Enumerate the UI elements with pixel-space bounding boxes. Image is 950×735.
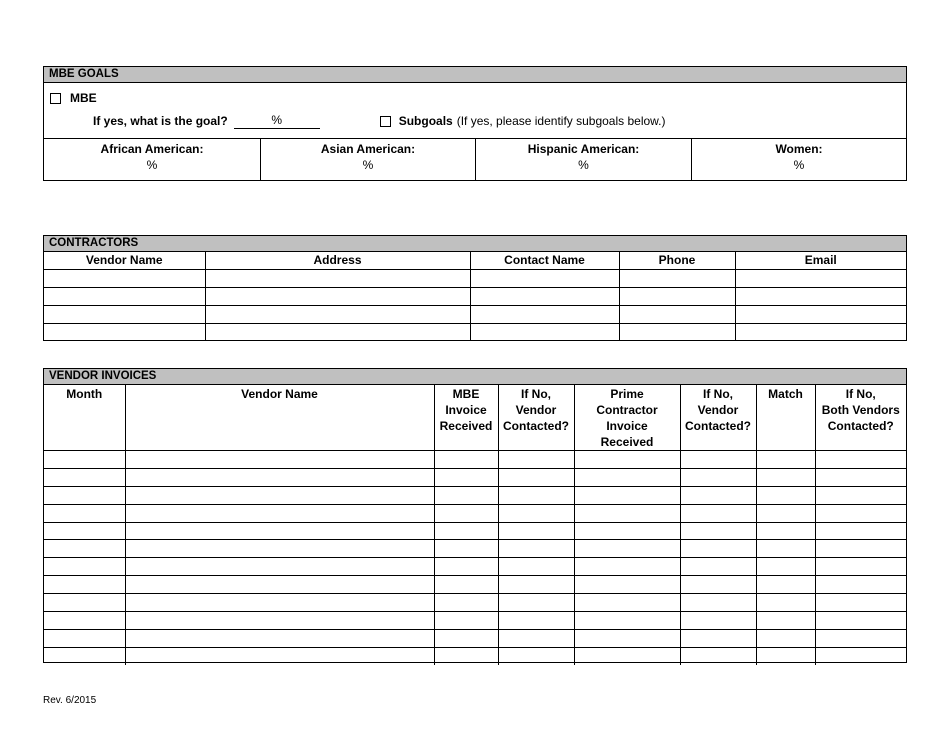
goal-question: If yes, what is the goal? xyxy=(93,114,228,128)
table-cell[interactable] xyxy=(498,594,574,612)
table-cell[interactable] xyxy=(574,612,680,630)
table-cell[interactable] xyxy=(756,486,815,504)
table-cell[interactable] xyxy=(434,594,498,612)
table-cell[interactable] xyxy=(756,504,815,522)
table-cell[interactable] xyxy=(434,486,498,504)
table-cell[interactable] xyxy=(680,629,756,647)
contractors-section xyxy=(43,235,907,341)
contractors-rows xyxy=(44,269,906,341)
column-header xyxy=(680,385,756,451)
table-cell[interactable] xyxy=(125,612,434,630)
table-cell[interactable] xyxy=(498,558,574,576)
table-row xyxy=(44,269,906,287)
table-cell[interactable] xyxy=(815,540,906,558)
table-cell[interactable] xyxy=(619,323,735,341)
column-header xyxy=(44,385,125,451)
table-cell[interactable] xyxy=(574,629,680,647)
table-cell[interactable] xyxy=(44,594,125,612)
table-cell[interactable] xyxy=(680,451,756,469)
table-cell[interactable] xyxy=(815,629,906,647)
table-cell[interactable] xyxy=(815,647,906,665)
table-cell[interactable] xyxy=(574,468,680,486)
table-row xyxy=(44,486,906,504)
table-cell[interactable] xyxy=(756,594,815,612)
table-cell[interactable] xyxy=(574,504,680,522)
table-cell[interactable] xyxy=(680,468,756,486)
vendor-invoices-rows xyxy=(44,451,906,666)
subgoal-african-american[interactable] xyxy=(44,139,261,180)
table-cell[interactable] xyxy=(574,594,680,612)
table-cell[interactable] xyxy=(815,522,906,540)
table-cell[interactable] xyxy=(434,468,498,486)
table-cell[interactable] xyxy=(498,486,574,504)
revision-note: Rev. 6/2015 xyxy=(43,695,97,706)
table-cell[interactable] xyxy=(125,629,434,647)
table-row xyxy=(44,468,906,486)
table-cell[interactable] xyxy=(44,287,205,305)
table-cell[interactable] xyxy=(815,468,906,486)
table-cell[interactable] xyxy=(125,576,434,594)
column-header xyxy=(756,385,815,451)
subgoals-note: (If yes, please identify subgoals below.) xyxy=(456,114,666,128)
table-cell[interactable] xyxy=(434,522,498,540)
table-cell[interactable] xyxy=(470,269,619,287)
table-cell[interactable] xyxy=(735,269,906,287)
table-cell[interactable] xyxy=(574,558,680,576)
column-header-line: Invoice xyxy=(606,419,648,433)
table-cell[interactable] xyxy=(205,323,470,341)
table-cell[interactable] xyxy=(498,451,574,469)
goal-percent-field[interactable]: % xyxy=(234,113,320,129)
table-cell[interactable] xyxy=(574,486,680,504)
table-cell[interactable] xyxy=(756,522,815,540)
table-cell[interactable] xyxy=(44,486,125,504)
table-cell[interactable] xyxy=(680,504,756,522)
table-cell[interactable] xyxy=(498,468,574,486)
table-cell[interactable] xyxy=(680,558,756,576)
table-cell[interactable] xyxy=(815,558,906,576)
table-cell[interactable] xyxy=(680,647,756,665)
subgoals-label: Subgoals xyxy=(398,114,453,128)
column-header-line: If No, xyxy=(703,387,733,401)
table-row xyxy=(44,287,906,305)
table-cell[interactable] xyxy=(574,522,680,540)
table-row xyxy=(44,323,906,341)
column-header-email: Email xyxy=(735,252,906,269)
table-cell[interactable] xyxy=(680,612,756,630)
table-row xyxy=(44,558,906,576)
column-header xyxy=(498,385,574,451)
table-cell[interactable] xyxy=(815,594,906,612)
table-cell[interactable] xyxy=(125,486,434,504)
table-cell[interactable] xyxy=(756,576,815,594)
table-cell[interactable] xyxy=(619,269,735,287)
subgoal-asian-american[interactable] xyxy=(261,139,476,180)
table-cell[interactable] xyxy=(680,576,756,594)
table-cell[interactable] xyxy=(756,647,815,665)
table-cell[interactable] xyxy=(498,647,574,665)
column-header-line: Both Vendors xyxy=(821,403,900,417)
subgoals-grid xyxy=(44,138,906,180)
table-row xyxy=(44,647,906,665)
table-row xyxy=(44,629,906,647)
table-cell[interactable] xyxy=(205,305,470,323)
table-cell[interactable] xyxy=(434,504,498,522)
table-cell[interactable] xyxy=(815,486,906,504)
table-cell[interactable] xyxy=(574,576,680,594)
subgoal-hispanic-american[interactable] xyxy=(476,139,692,180)
vendor-invoices-section xyxy=(43,368,907,663)
subgoal-label: Women: xyxy=(775,142,823,156)
column-header-line: Match xyxy=(768,387,803,401)
mbe-goals-section xyxy=(43,66,907,181)
table-cell[interactable] xyxy=(498,629,574,647)
table-cell[interactable] xyxy=(756,451,815,469)
column-header-line: Vendor xyxy=(697,403,739,417)
table-cell[interactable] xyxy=(680,522,756,540)
table-cell[interactable] xyxy=(205,269,470,287)
table-cell[interactable] xyxy=(498,504,574,522)
subgoals-option xyxy=(380,114,666,128)
column-header-contact-name: Contact Name xyxy=(470,252,619,269)
subgoal-percent: % xyxy=(793,158,805,172)
column-header-line: Contacted? xyxy=(503,419,569,433)
table-cell[interactable] xyxy=(498,612,574,630)
column-header xyxy=(434,385,498,451)
table-cell[interactable] xyxy=(498,540,574,558)
table-cell[interactable] xyxy=(756,612,815,630)
table-cell[interactable] xyxy=(470,305,619,323)
table-cell[interactable] xyxy=(44,576,125,594)
table-cell[interactable] xyxy=(756,468,815,486)
column-header-line: Invoice xyxy=(445,403,487,417)
table-cell[interactable] xyxy=(44,647,125,665)
table-row xyxy=(44,594,906,612)
table-cell[interactable] xyxy=(619,287,735,305)
table-cell[interactable] xyxy=(44,558,125,576)
vendor-invoices-table xyxy=(44,385,906,665)
subgoal-percent: % xyxy=(578,158,589,172)
contractors-header: CONTRACTORS xyxy=(44,236,906,252)
column-header xyxy=(574,385,680,451)
subgoal-label: Asian American: xyxy=(320,142,416,156)
mbe-checkbox[interactable] xyxy=(50,93,61,104)
column-header xyxy=(125,385,434,451)
subgoal-label: Hispanic American: xyxy=(527,142,640,156)
subgoal-percent: % xyxy=(146,158,158,172)
table-cell[interactable] xyxy=(44,612,125,630)
table-cell[interactable] xyxy=(434,558,498,576)
table-row xyxy=(44,612,906,630)
column-header-line: MBE xyxy=(452,387,480,401)
table-cell[interactable] xyxy=(735,323,906,341)
table-cell[interactable] xyxy=(619,305,735,323)
table-cell[interactable] xyxy=(44,269,205,287)
table-cell[interactable] xyxy=(434,451,498,469)
table-cell[interactable] xyxy=(498,576,574,594)
column-header-line: Contacted? xyxy=(827,419,894,433)
table-cell[interactable] xyxy=(44,451,125,469)
table-cell[interactable] xyxy=(125,504,434,522)
mbe-label: MBE xyxy=(70,91,97,105)
table-cell[interactable] xyxy=(815,451,906,469)
table-cell[interactable] xyxy=(756,558,815,576)
subgoal-percent: % xyxy=(362,158,374,172)
table-cell[interactable] xyxy=(125,468,434,486)
table-cell[interactable] xyxy=(125,647,434,665)
table-cell[interactable] xyxy=(44,629,125,647)
column-header-line: Received xyxy=(439,419,493,433)
column-header-line: Vendor Name xyxy=(241,387,318,401)
table-cell[interactable] xyxy=(756,540,815,558)
subgoal-women[interactable] xyxy=(692,139,906,180)
table-cell[interactable] xyxy=(574,647,680,665)
table-cell[interactable] xyxy=(498,522,574,540)
table-cell[interactable] xyxy=(815,504,906,522)
column-header-line: Month xyxy=(66,387,103,401)
table-cell[interactable] xyxy=(44,323,205,341)
table-cell[interactable] xyxy=(470,287,619,305)
column-header-phone: Phone xyxy=(619,252,735,269)
column-header-address: Address xyxy=(205,252,470,269)
table-row xyxy=(44,504,906,522)
table-row xyxy=(44,305,906,323)
column-header-line: Prime xyxy=(610,387,644,401)
table-cell[interactable] xyxy=(680,540,756,558)
column-header-line: If No, xyxy=(845,387,876,401)
table-cell[interactable] xyxy=(680,594,756,612)
column-header xyxy=(815,385,906,451)
table-cell[interactable] xyxy=(756,629,815,647)
contractors-table xyxy=(44,252,906,341)
column-header-line: If No, xyxy=(521,387,551,401)
subgoal-label: African American: xyxy=(100,142,204,156)
table-cell[interactable] xyxy=(125,540,434,558)
table-cell[interactable] xyxy=(44,468,125,486)
table-cell[interactable] xyxy=(125,451,434,469)
table-cell[interactable] xyxy=(205,287,470,305)
vendor-invoices-header: VENDOR INVOICES xyxy=(44,369,906,385)
table-cell[interactable] xyxy=(735,305,906,323)
table-cell[interactable] xyxy=(125,522,434,540)
column-header-line: Vendor xyxy=(515,403,557,417)
table-cell[interactable] xyxy=(574,540,680,558)
table-cell[interactable] xyxy=(815,612,906,630)
column-header-line: Received xyxy=(600,435,654,449)
table-row xyxy=(44,540,906,558)
table-cell[interactable] xyxy=(125,558,434,576)
table-row xyxy=(44,576,906,594)
table-cell[interactable] xyxy=(44,522,125,540)
mbe-goals-header: MBE GOALS xyxy=(44,67,906,83)
table-cell[interactable] xyxy=(470,323,619,341)
column-header-line: Contractor xyxy=(596,403,658,417)
table-cell[interactable] xyxy=(574,451,680,469)
vendor-invoices-header-row xyxy=(44,385,906,451)
table-cell[interactable] xyxy=(680,486,756,504)
table-cell[interactable] xyxy=(815,576,906,594)
subgoals-checkbox[interactable] xyxy=(380,116,391,127)
table-cell[interactable] xyxy=(44,305,205,323)
table-cell[interactable] xyxy=(434,647,498,665)
table-cell[interactable] xyxy=(434,540,498,558)
table-cell[interactable] xyxy=(434,612,498,630)
table-row xyxy=(44,451,906,469)
table-cell[interactable] xyxy=(735,287,906,305)
table-row xyxy=(44,522,906,540)
table-cell[interactable] xyxy=(44,540,125,558)
mbe-option xyxy=(50,91,97,105)
column-header-line: Contacted? xyxy=(685,419,751,433)
table-cell[interactable] xyxy=(125,594,434,612)
column-header-vendor-name: Vendor Name xyxy=(44,252,205,269)
goal-row xyxy=(93,113,666,129)
table-cell[interactable] xyxy=(434,629,498,647)
table-cell[interactable] xyxy=(44,504,125,522)
table-cell[interactable] xyxy=(434,576,498,594)
